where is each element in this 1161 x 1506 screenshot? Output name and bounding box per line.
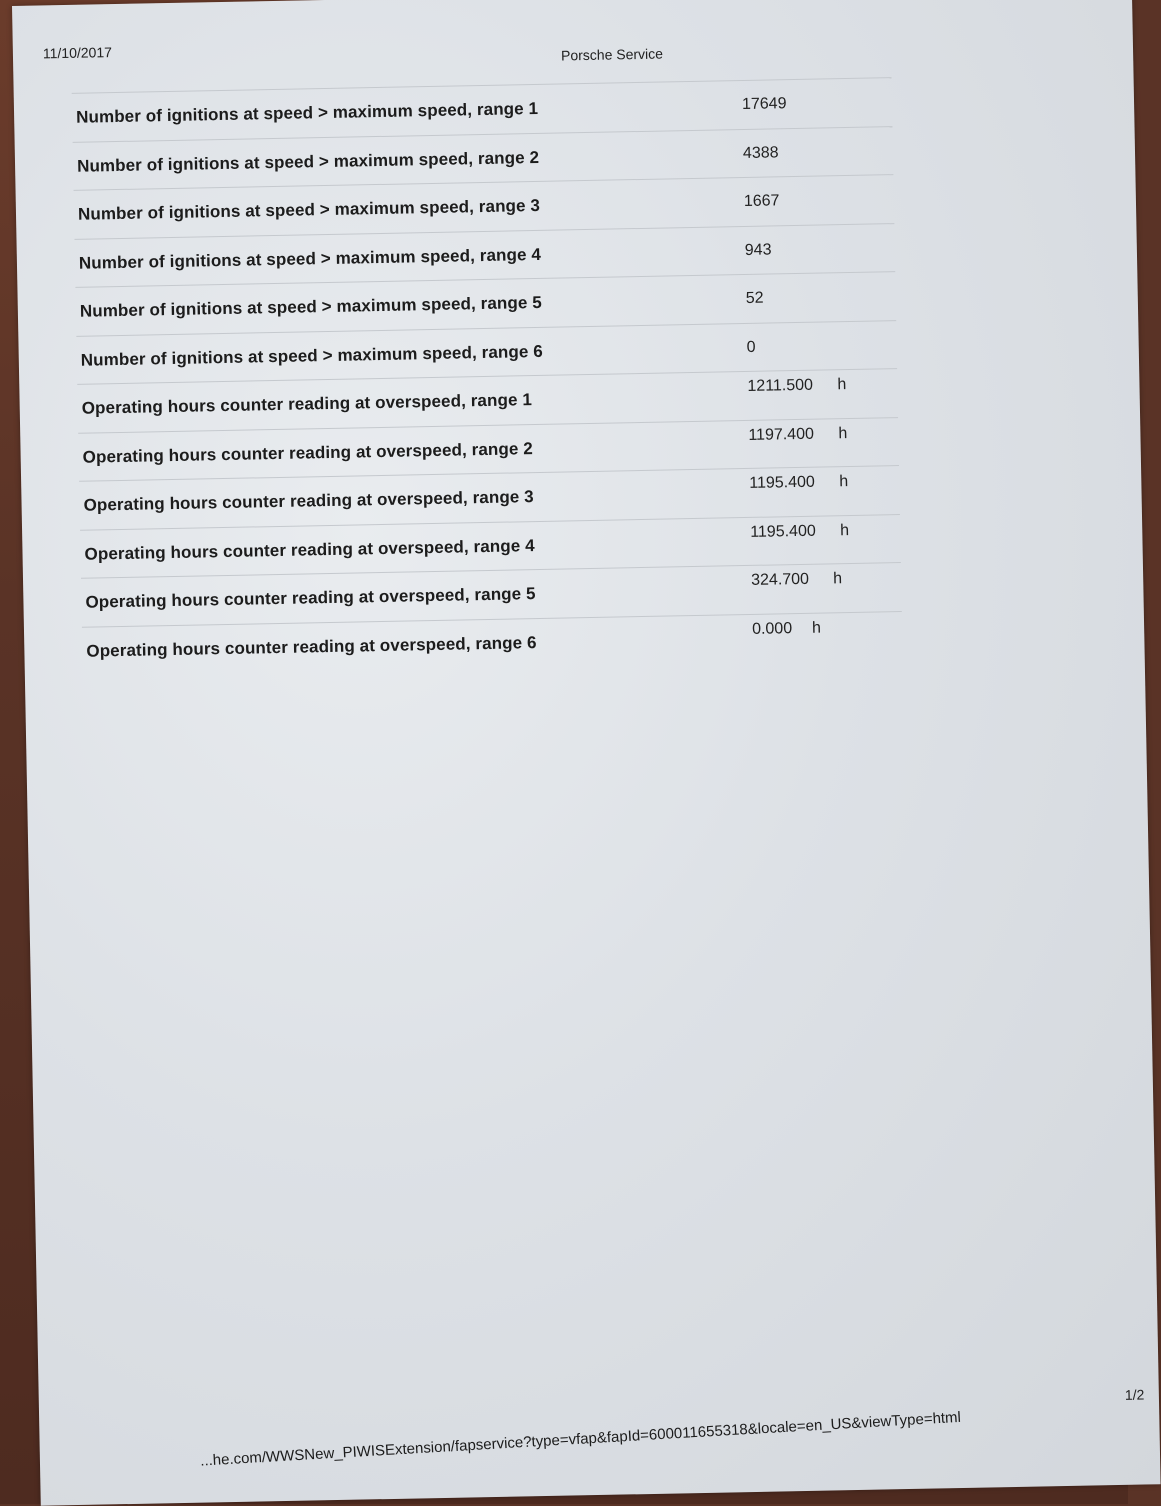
row-value: 1195.400 <box>750 522 816 541</box>
row-label: Number of ignitions at speed > maximum speed, range 1 <box>75 98 539 127</box>
row-value: 4388 <box>742 143 779 162</box>
row-unit: h <box>811 619 822 637</box>
row-label: Number of ignitions at speed > maximum speed, range 6 <box>80 341 543 370</box>
page-number: 1/2 <box>1124 1386 1145 1403</box>
row-value: 17649 <box>741 95 787 114</box>
row-value: 1195.400 <box>749 473 815 492</box>
printed-page <box>12 0 1161 1506</box>
row-unit: h <box>839 473 849 491</box>
row-unit: h <box>838 424 848 442</box>
row-label: Operating hours counter reading at overspeed, range 4 <box>84 535 535 564</box>
row-unit: h <box>832 570 843 588</box>
row-label: Operating hours counter reading at overspeed, range 5 <box>85 584 536 612</box>
footer-url: ...he.com/WWSNew_PIWISExtension/fapservice?type=vfap&fapId=600011655318&locale=en_US&viewType=html <box>199 1408 962 1470</box>
row-value: 1667 <box>743 192 780 210</box>
row-label: Number of ignitions at speed > maximum speed, range 4 <box>78 244 542 273</box>
print-date: 11/10/2017 <box>42 44 113 62</box>
row-value: 1211.500 <box>747 376 814 395</box>
row-value: 52 <box>745 289 764 307</box>
page-title: Porsche Service <box>560 45 664 64</box>
row-label: Number of ignitions at speed > maximum speed, range 5 <box>79 292 543 321</box>
row-label: Operating hours counter reading at overspeed, range 1 <box>81 390 533 418</box>
row-value: 0.000 <box>751 619 793 638</box>
row-label: Operating hours counter reading at overspeed, range 2 <box>82 438 534 467</box>
row-label: Number of ignitions at speed > maximum speed, range 3 <box>77 195 541 224</box>
row-label: Operating hours counter reading at overspeed, range 3 <box>83 487 534 515</box>
row-value: 943 <box>744 240 772 259</box>
row-value: 0 <box>746 338 756 356</box>
row-label: Operating hours counter reading at overspeed, range 6 <box>86 632 537 661</box>
row-value: 324.700 <box>751 570 810 589</box>
row-label: Number of ignitions at speed > maximum speed, range 2 <box>76 147 540 176</box>
data-table <box>72 77 903 675</box>
row-unit: h <box>837 376 847 394</box>
row-unit: h <box>840 521 850 539</box>
row-value: 1197.400 <box>748 425 815 444</box>
